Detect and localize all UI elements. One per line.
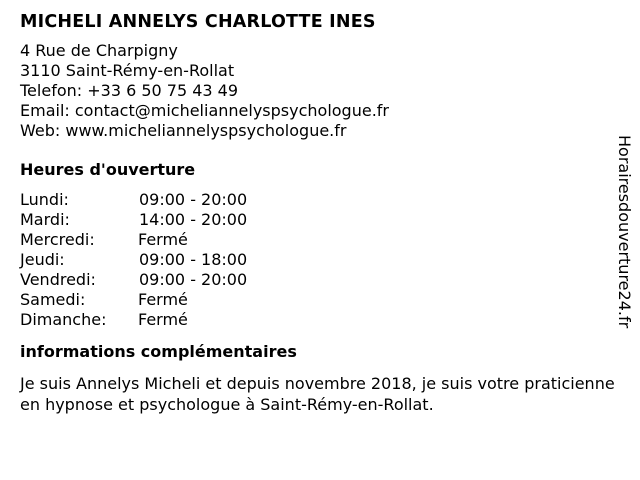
business-card: [20, 11, 620, 415]
web-line: Web: www.micheliannelyspsychologue.fr: [20, 121, 347, 140]
address-line-2: 3110 Saint-Rémy-en-Rollat: [20, 61, 235, 80]
phone-line: Telefon: +33 6 50 75 43 49: [20, 81, 239, 100]
hours-value: 14:00 - 20:00: [139, 210, 248, 229]
hours-day: Dimanche:: [20, 310, 107, 329]
hours-value: Fermé: [138, 310, 188, 329]
hours-row-sunday: [20, 310, 620, 330]
hours-day: Lundi:: [20, 190, 69, 209]
hours-heading: Heures d'ouverture: [20, 160, 196, 179]
hours-value: Fermé: [138, 290, 188, 309]
hours-row-wednesday: [20, 230, 620, 250]
hours-table: [20, 190, 620, 330]
email-line: Email: contact@micheliannelyspsychologue.fr: [20, 101, 389, 120]
business-name: MICHELI ANNELYS CHARLOTTE INES: [20, 12, 376, 32]
hours-row-thursday: [20, 250, 620, 270]
hours-value: 09:00 - 20:00: [139, 190, 248, 209]
hours-row-friday: [20, 270, 620, 290]
hours-row-saturday: [20, 290, 620, 310]
hours-row-monday: [20, 190, 620, 210]
info-heading: informations complémentaires: [20, 342, 297, 361]
hours-day: Samedi:: [20, 290, 86, 309]
hours-day: Jeudi:: [20, 250, 65, 269]
hours-day: Mardi:: [20, 210, 70, 229]
hours-value: Fermé: [138, 230, 188, 249]
hours-value: 09:00 - 18:00: [139, 250, 248, 269]
watermark-text: Horairesdouverture24.fr: [615, 135, 634, 329]
address-line-1: 4 Rue de Charpigny: [20, 41, 178, 60]
hours-day: Vendredi:: [20, 270, 96, 289]
hours-value: 09:00 - 20:00: [139, 270, 248, 289]
hours-day: Mercredi:: [20, 230, 95, 249]
hours-row-tuesday: [20, 210, 620, 230]
watermark: [609, 135, 639, 345]
info-text: Je suis Annelys Micheli et depuis novembre 2018, je suis votre praticienne en hypnose et psychologue à Saint-Rémy-en-Rollat.: [20, 374, 615, 414]
